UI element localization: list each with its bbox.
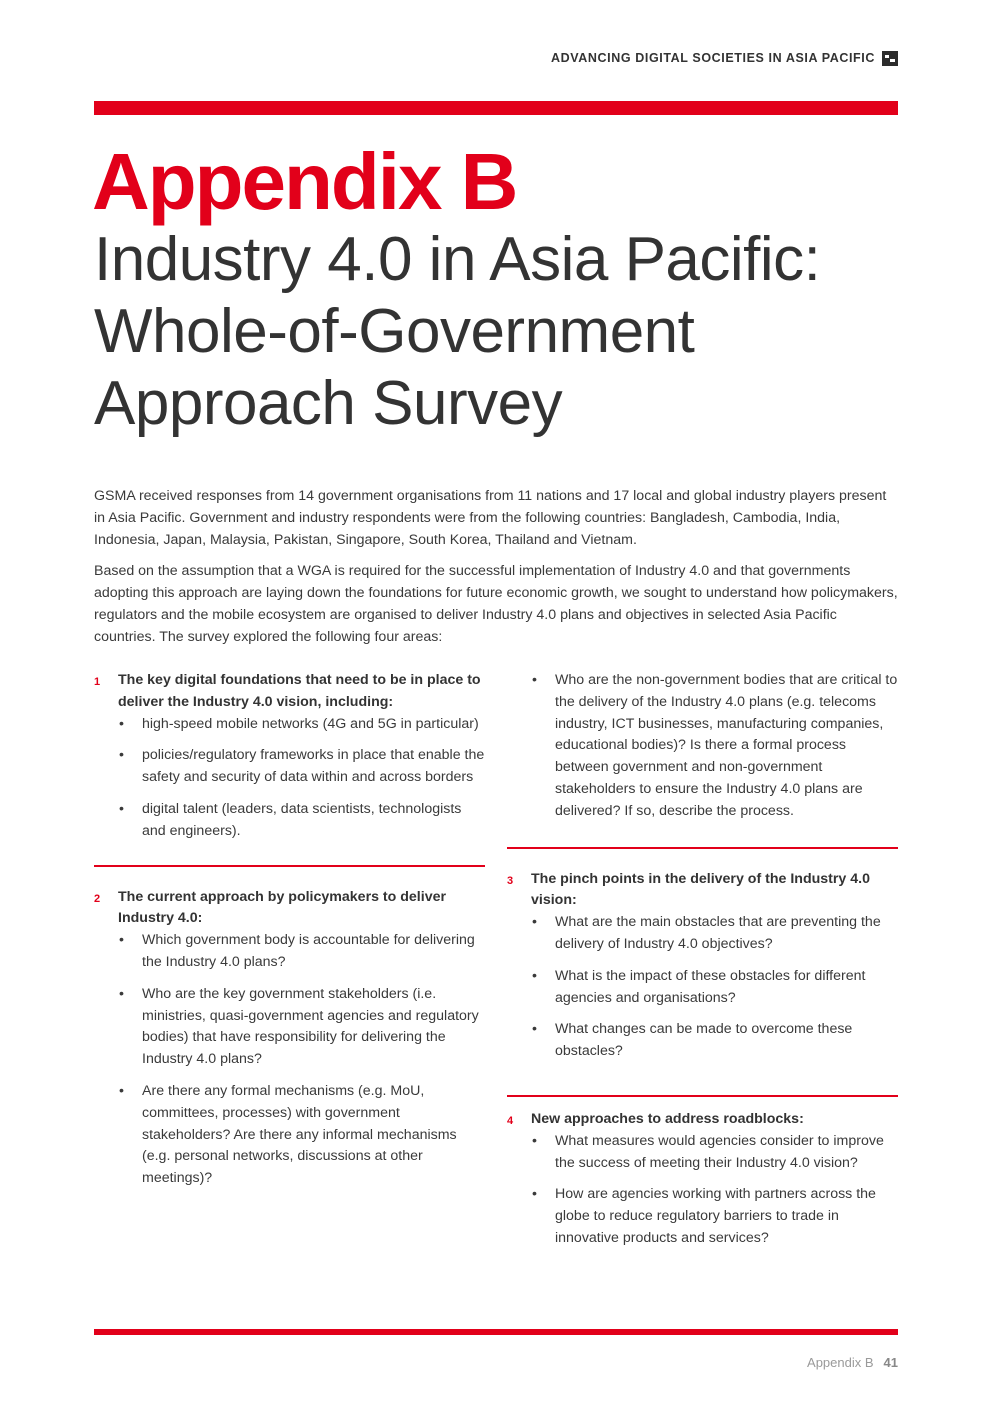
- bullet-list: [118, 714, 485, 843]
- appendix-title: Appendix B: [92, 137, 517, 226]
- section-divider: [507, 1095, 898, 1097]
- intro-paragraph-1: GSMA received responses from 14 government organisations from 11 nations and 17 local and global industry players present in Asia Pacific. Government and industry respondents were from the following countries: Bangladesh, Cambodia, India, Indonesia, Japan, Malaysia, Pakistan, Singapore, South Korea, Thailand and Vietnam.: [94, 488, 887, 548]
- gsma-logo-icon: [882, 51, 898, 66]
- right-column: [507, 670, 898, 1260]
- list-item: • What measures would agencies consider to improve the success of meeting their Industry 4.0 vision?: [531, 1131, 898, 1175]
- list-item: • policies/regulatory frameworks in place that enable the safety and security of data within and across borders: [118, 745, 485, 789]
- section-heading: New approaches to address roadblocks:: [531, 1110, 804, 1127]
- left-column: [94, 670, 485, 1200]
- section-3: [507, 869, 898, 1063]
- list-item: • How are agencies working with partners across the globe to reduce regulatory barriers to trade in innovative products and services?: [531, 1184, 898, 1249]
- section-heading: The pinch points in the delivery of the Industry 4.0 vision:: [531, 870, 870, 909]
- footer-label: Appendix B: [807, 1355, 874, 1370]
- section-4: [507, 1109, 898, 1250]
- top-red-bar: [94, 101, 898, 115]
- intro-paragraph-2: Based on the assumption that a WGA is required for the successful implementation of Industry 4.0 and that governments adopting this approach are laying down the foundations for future economic growth, we sought to understand how policymakers, regulators and the mobile ecosystem are organised to deliver Industry 4.0 plans and objectives in selected Asia Pacific countries. The survey explored the following four areas:: [94, 563, 898, 645]
- list-item: • Who are the non-government bodies that are critical to the delivery of the Industry 4.0 plans (e.g. telecoms industry, ICT businesses, manufacturing companies, educational bodies)? Is there a formal process between government and non-government stakeholders to ensure the Industry 4.0 plans are delivered? If so, describe the process.: [531, 670, 898, 823]
- section-divider: [94, 865, 485, 867]
- list-item: • digital talent (leaders, data scientists, technologists and engineers).: [118, 799, 485, 843]
- running-title: ADVANCING DIGITAL SOCIETIES IN ASIA PACIFIC: [551, 51, 875, 65]
- section-divider: [507, 847, 898, 849]
- bullet-list: [531, 1131, 898, 1250]
- section-2: [94, 887, 485, 1190]
- bullet-list: [531, 912, 898, 1063]
- page-footer: [807, 1355, 898, 1370]
- section-number: 2: [94, 892, 101, 905]
- list-item: • What is the impact of these obstacles for different agencies and organisations?: [531, 966, 898, 1010]
- bullet-list: [118, 930, 485, 1190]
- subtitle-line-2: Whole-of-Government: [94, 297, 695, 366]
- subtitle-line-3: Approach Survey: [94, 369, 563, 438]
- list-item: • high-speed mobile networks (4G and 5G in particular): [118, 714, 485, 736]
- section-heading: The current approach by policymakers to deliver Industry 4.0:: [118, 888, 446, 927]
- list-item: • What are the main obstacles that are preventing the delivery of Industry 4.0 objectives?: [531, 912, 898, 956]
- section-1: [94, 670, 485, 843]
- page-subtitle: [94, 224, 820, 440]
- intro-text: [94, 486, 900, 659]
- bottom-red-bar: [94, 1329, 898, 1335]
- section-heading: The key digital foundations that need to be in place to deliver the Industry 4.0 vision, including:: [118, 672, 481, 710]
- subtitle-line-1: Industry 4.0 in Asia Pacific:: [94, 225, 821, 294]
- section-number: 4: [507, 1114, 514, 1127]
- list-item: • Are there any formal mechanisms (e.g. MoU, committees, processes) with government stakeholders? Are there any informal mechanisms (e.g. personal networks, discussions at other meetings)?: [118, 1081, 485, 1190]
- section-number: 1: [94, 676, 101, 688]
- section-2-continued: [507, 670, 898, 823]
- list-item: • What changes can be made to overcome these obstacles?: [531, 1019, 898, 1063]
- list-item: • Who are the key government stakeholders (i.e. ministries, quasi-government agencies and regulatory bodies) that have responsibility for delivering the Industry 4.0 plans?: [118, 984, 485, 1071]
- running-header: [551, 48, 898, 68]
- page-number: 41: [883, 1355, 898, 1370]
- section-number: 3: [507, 874, 514, 887]
- bullet-list: [531, 670, 898, 823]
- list-item: • Which government body is accountable for delivering the Industry 4.0 plans?: [118, 930, 485, 974]
